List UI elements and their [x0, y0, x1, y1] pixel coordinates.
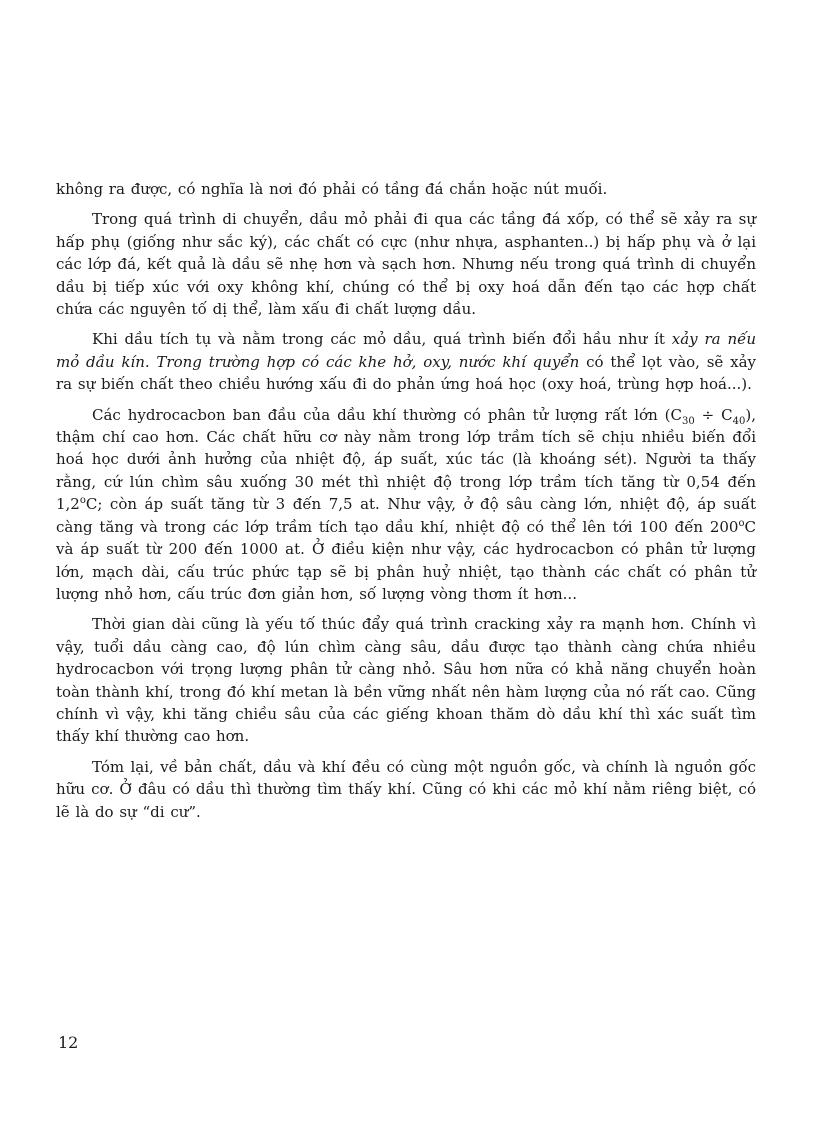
paragraph-accumulation: [56, 328, 756, 395]
hydrocarbons-text-d: C; còn áp suất tăng từ 3 đến 7,5 at. Như vậy, ở độ sâu càng lớn, nhiệt độ, áp suất càng tăng và trong các lớp trầm tích tạo dầu khí, nhiệt độ có thể lên tới 100 đến 200: [56, 495, 756, 536]
hydrocarbons-text-e: C và áp suất từ 200 đến 1000 at. Ở điều kiện như vậy, các hydrocacbon có phân tử lượng lớn, mạch dài, cấu trúc phức tạp sẽ bị phân huỷ nhiệt, tạo thành các chất có phân tử lượng nhỏ hơn, cấu trúc đơn giản hơn, số lượng vòng thơm ít hơn...: [56, 517, 756, 603]
hydrocarbons-text-b: ÷ C: [694, 405, 733, 424]
subscript-40: 40: [732, 415, 746, 427]
paragraph-accumulation-italic: xảy ra nếu mỏ dầu kín. Trong trường hợp có các khe hở, oxy, nước khí quyển: [56, 330, 756, 371]
paragraph-accumulation-part1: Khi dầu tích tụ và nằm trong các mỏ dầu, quá trình biến đổi hầu như ít: [92, 330, 665, 349]
subscript-30: 30: [682, 415, 695, 427]
paragraph-continuation: không ra được, có nghĩa là nơi đó phải có tầng đá chắn hoặc nút muối.: [56, 180, 608, 198]
superscript-degree-1: o: [79, 495, 86, 507]
paragraph-hydrocarbons: [56, 404, 756, 606]
paragraph-accumulation-part3: có thể lọt vào, sẽ xảy ra sự biến chất theo chiều hướng xấu đi do phản ứng hoá học (oxy hoá, trùng hợp hoá...).: [56, 352, 756, 394]
paragraph-adsorption: Trong quá trình di chuyển, dầu mỏ phải đi qua các tầng đá xốp, có thể sẽ xảy ra sự hấp phụ (giống như sắc ký), các chất có cực (như nhựa, asphanten..) bị hấp phụ và ở lại các lớp đá, kết quả là dầu sẽ nhẹ hơn và sạch hơn. Nhưng nếu trong quá trình di chuyển dầu bị tiếp xúc với oxy không khí, chúng có thể bị oxy hoá dẫn đến tạo các hợp chất chứa các nguyên tố dị thể, làm xấu đi chất lượng dầu.: [56, 210, 756, 319]
hydrocarbons-text-c: ), thậm chí cao hơn. Các chất hữu cơ này nằm trong lớp trầm tích sẽ chịu nhiều biến đổi hoá học dưới ảnh hưởng của nhiệt độ, áp suất, xúc tác (là khoáng sét). Người ta thấy rằng, cứ lún chìm sâu xuống 30 mét thì nhiệt độ trong lớp trầm tích tăng từ 0,54 đến 1,2: [56, 405, 756, 514]
paragraph-conclusion: Tóm lại, về bản chất, dầu và khí đều có cùng một nguồn gốc, và chính là nguồn gốc hữu cơ. Ở đâu có dầu thì thường tìm thấy khí. Cũng có khi các mỏ khí nằm riêng biệt, có lẽ là do sự “di cư”.: [56, 757, 756, 821]
superscript-degree-2: o: [738, 517, 745, 529]
paragraph-cracking: Thời gian dài cũng là yếu tố thúc đẩy quá trình cracking xảy ra mạnh hơn. Chính vì vậy, tuổi dầu càng cao, độ lún chìm càng sâu, dầu được tạo thành càng chứa nhiều hydrocacbon với trọng lượng phân tử càng nhỏ. Sâu hơn nữa có khả năng chuyển hoàn toàn thành khí, trong đó khí metan là bền vững nhất nên hàm lượng của nó rất cao. Cũng chính vì vậy, khi tăng chiều sâu của các giếng khoan thăm dò dầu khí thì xác suất tìm thấy khí thường cao hơn.: [56, 615, 756, 746]
hydrocarbons-text-a: Các hydrocacbon ban đầu của dầu khí thường có phân tử lượng rất lớn (C: [92, 405, 682, 424]
page-body: [56, 178, 756, 831]
page-number: 12: [58, 1033, 79, 1052]
